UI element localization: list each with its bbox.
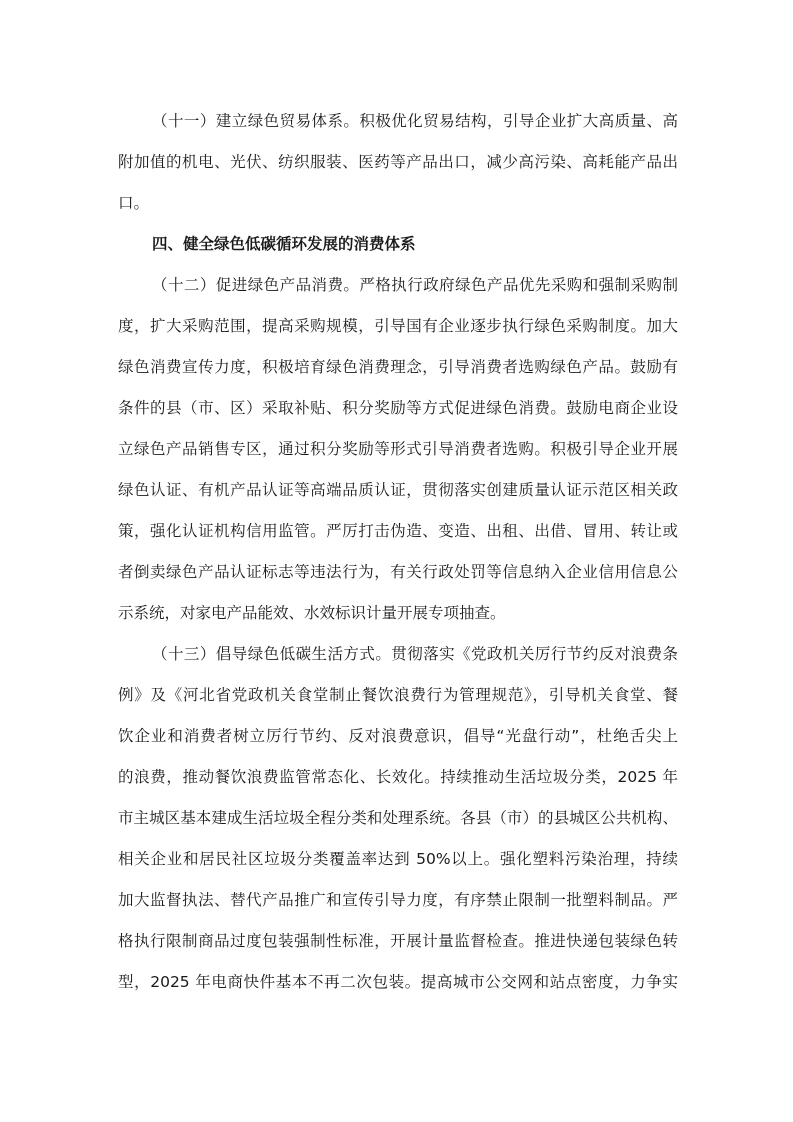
paragraph-line: 市主城区基本建成生活垃圾全程分类和处理系统。各县（市）的县城区公共机构、 xyxy=(118,809,678,827)
paragraph-green-trade-system xyxy=(118,101,678,224)
paragraph-line: （十三）倡导绿色低碳生活方式。贯彻落实《党政机关厉行节约反对浪费条 xyxy=(152,645,678,663)
paragraph-line: （十一）建立绿色贸易体系。积极优化贸易结构，引导企业扩大高质量、高 xyxy=(152,112,678,130)
paragraph-green-product-consumption xyxy=(118,265,678,634)
paragraph-line: 例》及《河北省党政机关食堂制止餐饮浪费行为管理规范》，引导机关食堂、餐 xyxy=(118,686,678,704)
paragraph-line: 口。 xyxy=(118,194,150,212)
paragraph-line: （十二）促进绿色产品消费。严格执行政府绿色产品优先采购和强制采购制 xyxy=(152,276,678,294)
paragraph-line: 条件的县（市、区）采取补贴、积分奖励等方式促进绿色消费。鼓励电商企业设 xyxy=(118,399,678,417)
paragraph-line: 者倒卖绿色产品认证标志等违法行为，有关行政处罚等信息纳入企业信用信息公 xyxy=(118,563,678,581)
paragraph-line: 策，强化认证机构信用监管。严厉打击伪造、变造、出租、出借、冒用、转让或 xyxy=(118,522,678,540)
paragraph-line: 相关企业和居民社区垃圾分类覆盖率达到 50%以上。强化塑料污染治理，持续 xyxy=(118,850,678,868)
paragraph-line: 格执行限制商品过度包装强制性标准，开展计量监督检查。推进快递包装绿色转 xyxy=(118,932,678,950)
paragraph-line: 饮企业和消费者树立厉行节约、反对浪费意识，倡导“光盘行动”，杜绝舌尖上 xyxy=(118,727,678,745)
paragraph-line: 示系统，对家电产品能效、水效标识计量开展专项抽查。 xyxy=(118,604,506,622)
paragraph-line: 度，扩大采购范围，提高采购规模，引导国有企业逐步执行绿色采购制度。加大 xyxy=(118,317,678,335)
paragraph-green-low-carbon-lifestyle xyxy=(118,634,678,1003)
paragraph-line: 绿色认证、有机产品认证等高端品质认证，贯彻落实创建质量认证示范区相关政 xyxy=(118,481,678,499)
paragraph-line: 的浪费，推动餐饮浪费监管常态化、长效化。持续推动生活垃圾分类，2025 年 xyxy=(118,768,678,786)
section-heading-consumption-system xyxy=(118,224,678,265)
section-heading: 四、健全绿色低碳循环发展的消费体系 xyxy=(152,235,416,253)
paragraph-line: 绿色消费宣传力度，积极培育绿色消费理念，引导消费者选购绿色产品。鼓励有 xyxy=(118,358,678,376)
paragraph-line: 立绿色产品销售专区，通过积分奖励等形式引导消费者选购。积极引导企业开展 xyxy=(118,440,678,458)
document-body xyxy=(118,101,678,1003)
paragraph-line: 附加值的机电、光伏、纺织服装、医药等产品出口，减少高污染、高耗能产品出 xyxy=(118,153,678,171)
paragraph-line: 型，2025 年电商快件基本不再二次包装。提高城市公交网和站点密度，力争实 xyxy=(118,973,678,991)
paragraph-line: 加大监督执法、替代产品推广和宣传引导力度，有序禁止限制一批塑料制品。严 xyxy=(118,891,678,909)
